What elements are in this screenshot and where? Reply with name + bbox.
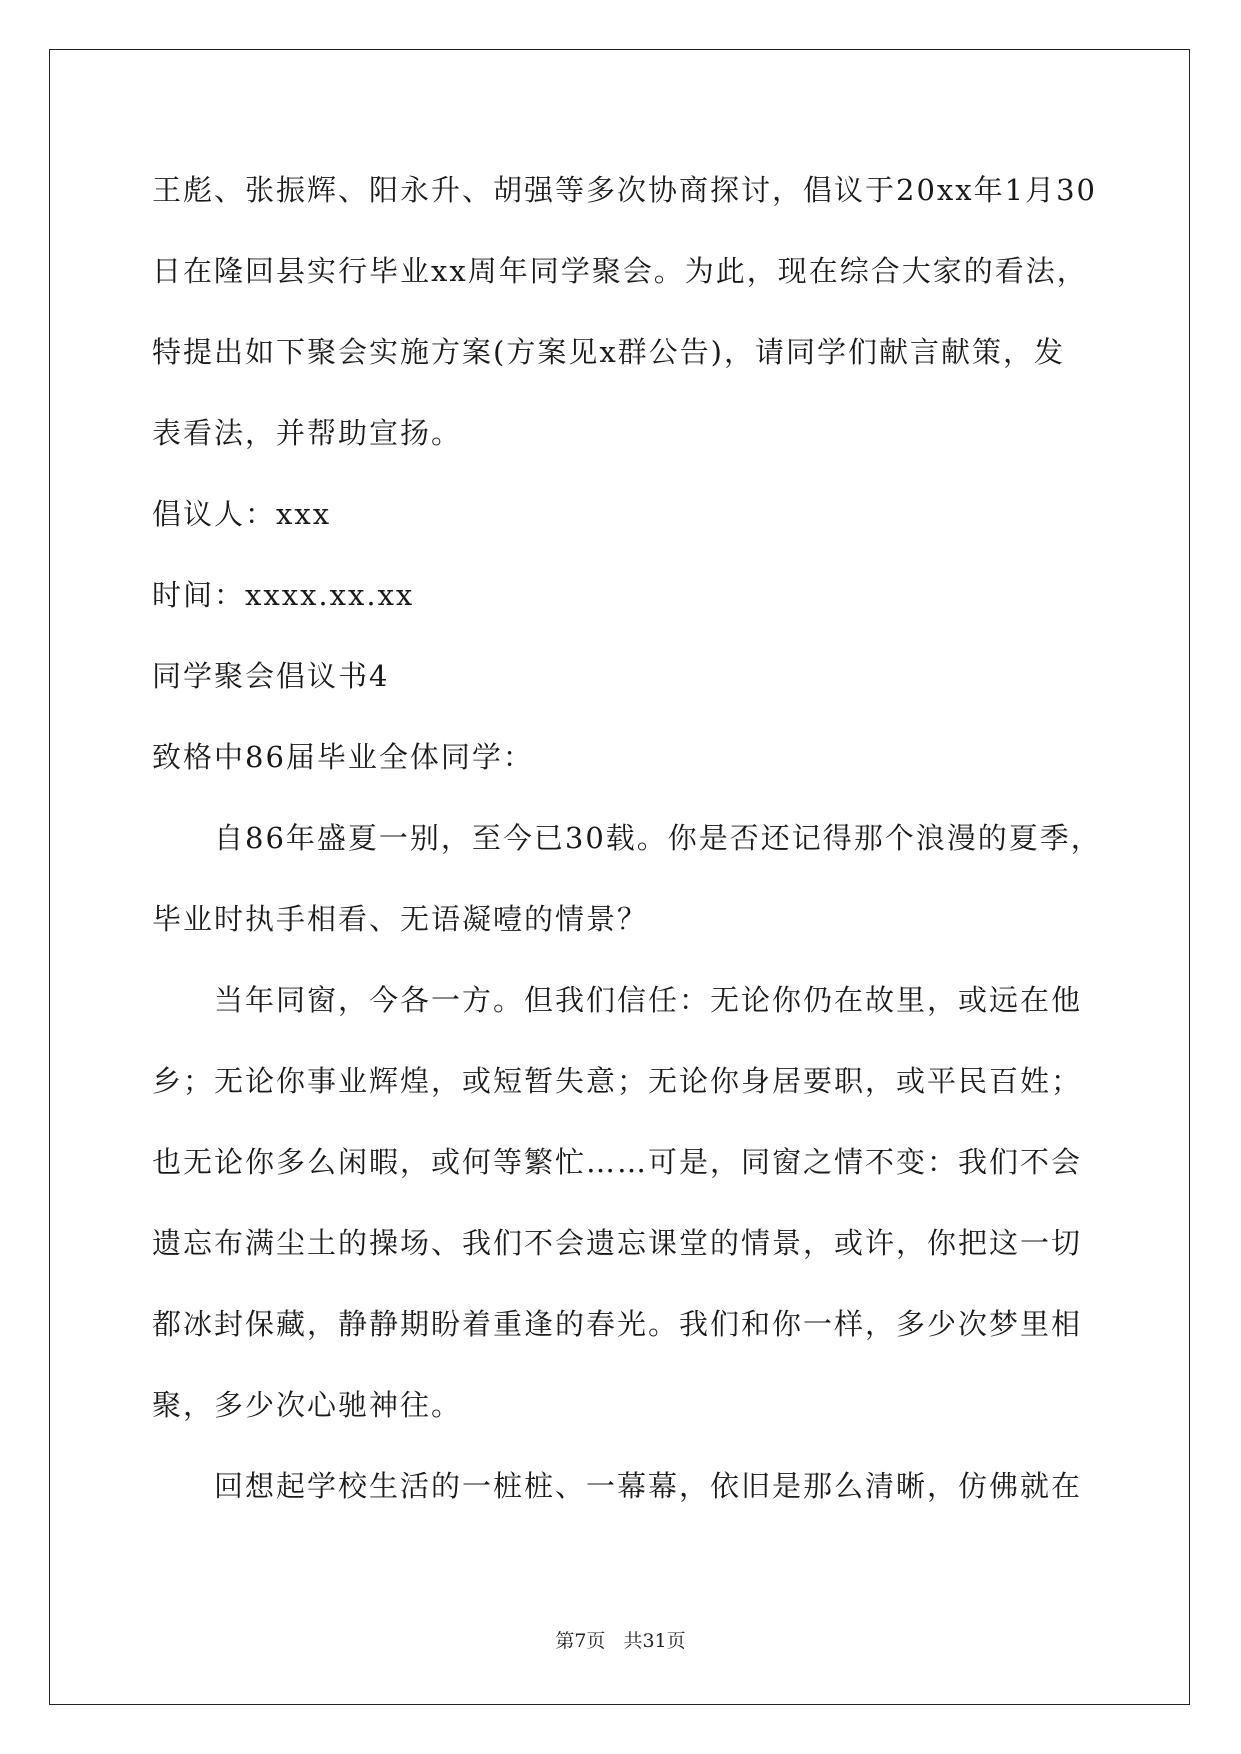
proposer-line: 倡议人：xxx [152,497,332,531]
paragraph-start: 当年同窗，今各一方。但我们信任：无论你仍在故里，或远在他 [214,983,1083,1017]
document-body [152,150,1102,1527]
page-footer [0,1626,1241,1653]
text-line: 遗忘布满尘土的操场、我们不会遗忘课堂的情景，或许，你把这一切 [152,1226,1083,1260]
text-line: 日在隆回县实行毕业xx周年同学聚会。为此，现在综合大家的看法， [152,254,1088,288]
text-line: 表看法，并帮助宣扬。 [152,416,463,450]
date-line: 时间：xxxx.xx.xx [152,578,415,612]
text-line: 聚，多少次心驰神往。 [152,1388,463,1422]
text-line: 都冰封保藏，静静期盼着重逢的春光。我们和你一样，多少次梦里相 [152,1307,1083,1341]
page-total: 共31页 [623,1630,686,1652]
text-line: 也无论你多么闲暇，或何等繁忙……可是，同窗之情不变：我们不会 [152,1145,1083,1179]
text-line: 特提出如下聚会实施方案(方案见x群公告)，请同学们献言献策，发 [152,335,1065,369]
paragraph-start: 自86年盛夏一别，至今已30载。你是否还记得那个浪漫的夏季， [214,821,1102,855]
page-number: 第7页 [555,1630,606,1652]
paragraph-start: 回想起学校生活的一桩桩、一幕幕，依旧是那么清晰，仿佛就在 [214,1469,1083,1503]
section-heading: 同学聚会倡议书4 [152,659,390,693]
text-line: 乡；无论你事业辉煌，或短暂失意；无论你身居要职，或平民百姓； [152,1064,1083,1098]
text-line: 毕业时执手相看、无语凝噎的情景？ [152,902,649,936]
salutation: 致格中86届毕业全体同学： [152,740,534,774]
text-line: 王彪、张振辉、阳永升、胡强等多次协商探讨，倡议于20xx年1月30 [152,173,1097,207]
